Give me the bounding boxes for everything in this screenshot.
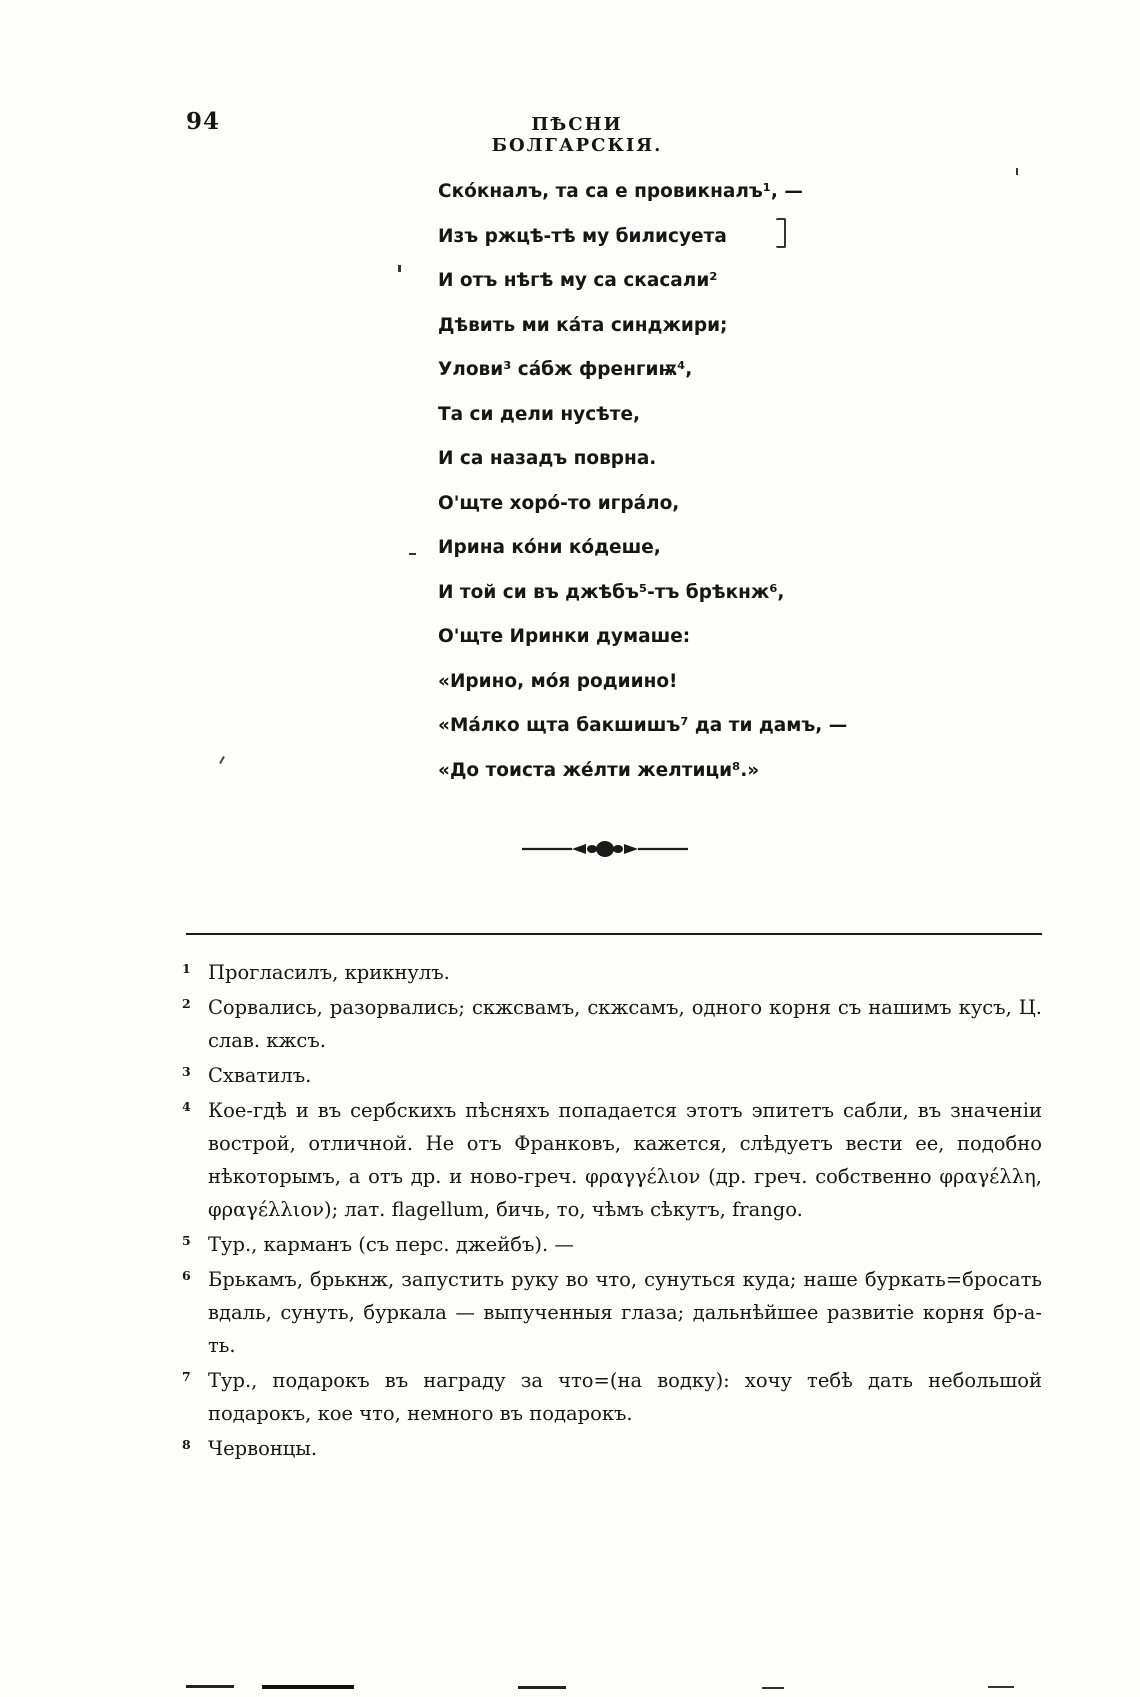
footnote [180,1263,1042,1362]
footnote-marker: 3 [182,1064,191,1079]
poem-line: Дѣвить ми кáта синджири; [438,314,728,336]
footnote-marker: 8 [182,1437,191,1452]
footnote [180,1059,1042,1092]
footnotes [180,956,1042,1465]
scan-mark [776,218,786,248]
footnote-marker: 2 [182,996,191,1011]
scan-edge [262,1685,354,1689]
footnote [180,1228,1042,1261]
poem-line: О'щте Иринки думаше: [438,626,691,647]
scan-edge [518,1686,566,1689]
scan-mark [219,756,225,764]
footnote-marker: 5 [182,1233,191,1248]
poem-line: «Ирино, мóя родиино! [438,670,678,692]
page-header [186,108,1042,156]
footnote-text: Тур., подарокъ въ награду за что=(на водку): хочу тебѣ дать небольшой подарокъ, кое что, немного въ подарокъ. [208,1369,1042,1425]
ornament-divider [520,836,690,862]
poem-line: Ирина кóни кóдеше, [438,537,661,558]
scan-edge [186,1685,234,1688]
footnote [180,1432,1042,1465]
footnote-marker: 7 [182,1369,191,1384]
running-head: ПѢСНИ БОЛГАРСКІЯ. [491,114,663,156]
scan-mark [409,553,416,555]
poem-line: Улови³ сáбж френгиѭ⁴, [438,359,693,380]
scan-edge [988,1686,1014,1688]
footnote-marker: 1 [182,961,191,976]
footnote-marker: 6 [182,1268,191,1283]
footnote [180,1094,1042,1226]
poem-line: «До тоиста жéлти желтици⁸.» [438,759,760,781]
footnote-text: Прогласилъ, крикнулъ. [208,961,450,984]
page-number: 94 [186,108,221,135]
footnote-text: Тур., карманъ (съ перс. джейбъ). — [208,1233,574,1256]
footnote-text: Сорвались, разорвались; скжсвамъ, скжсамъ, одного корня съ нашимъ кусъ, Ц. слав. кжсъ. [208,996,1042,1052]
scan-mark [398,265,401,272]
footnote-text: Брькамъ, брькнж, запустить руку во что, сунуться куда; наше буркать=бросать вдаль, сунуть, буркала — выпученныя глаза; дальнѣйшее развитіе корня бр-а-ть. [208,1268,1042,1357]
footnote [180,991,1042,1057]
poem-line: «Мáлко щта бакшишъ⁷ да ти дамъ, — [438,715,848,736]
poem [438,170,847,793]
poem-line: И отъ нѣгѣ му са скасали² [438,270,718,291]
poem-line: И той си въ джѣбъ⁵-тъ брѣкнж⁶, [438,581,785,603]
poem-line: И са назадъ поврна. [438,448,657,469]
scan-edge [762,1687,784,1689]
footnote-marker: 4 [182,1099,191,1114]
poem-line: О'щте хорó-то игрáло, [438,492,680,514]
poem-line: Изъ ржцѣ-тѣ му билисуета [438,225,727,247]
footnote [180,956,1042,989]
footnote-rule [186,933,1042,935]
scan-mark [1016,168,1018,175]
footnote-text: Кое-гдѣ и въ сербскихъ пѣсняхъ попадается этотъ эпитетъ сабли, въ значеніи вострой, отличной. Не отъ Франковъ, кажется, слѣдуетъ вести ее, подобно нѣкоторымъ, а отъ др. и ново-греч. φραγγέλιον (др. греч. собственно φραγέλλη, φραγέλλιον); лат. flagellum, бичь, то, чѣмъ сѣкутъ, frango. [208,1099,1042,1221]
poem-line: Та си дели нусѣте, [438,403,641,425]
footnote-text: Схватилъ. [208,1064,312,1087]
footnote [180,1364,1042,1430]
footnote-text: Червонцы. [208,1437,318,1460]
poem-line: Скóкналъ, та са е провикналъ¹, — [438,181,803,202]
